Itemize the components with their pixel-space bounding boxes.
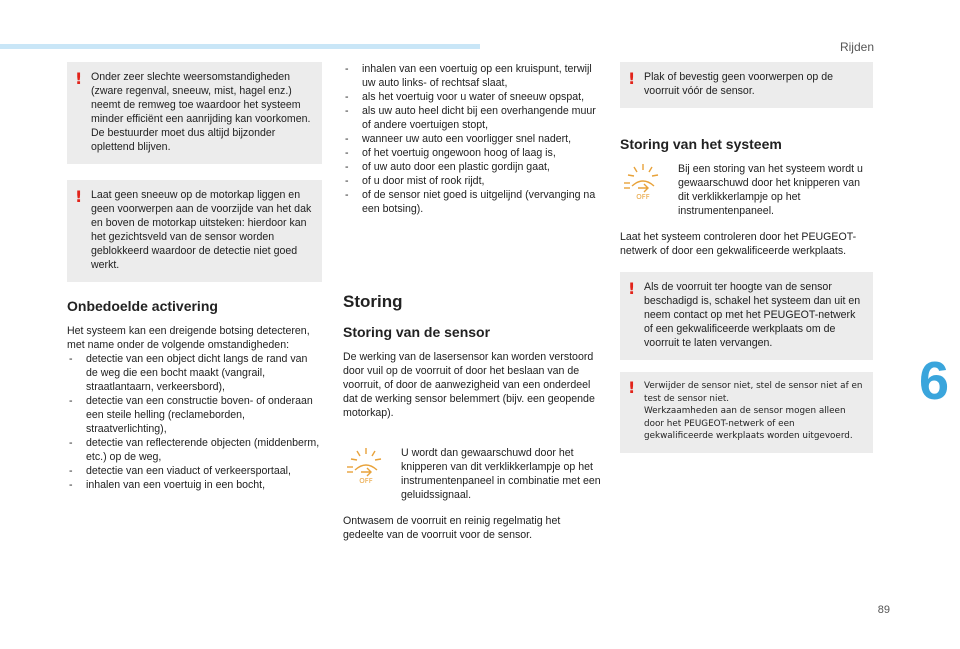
warning-note-snow <box>67 180 322 282</box>
list-item: - inhalen van een voertuig in een bocht, <box>67 478 322 492</box>
note-text: Plak of bevestig geen voorwerpen op de voorruit vóór de sensor. <box>644 71 834 97</box>
list-item: - detectie van een object dicht langs de rand van de weg die een bocht maakt (vangrail, straatlantaarn, verkeersbord), <box>67 352 322 394</box>
note-text: Werkzaamheden aan de sensor mogen alleen door het PEUGEOT-netwerk of een gekwalificeerde werkplaats worden uitgevoerd. <box>644 406 853 441</box>
warning-icon: ! <box>75 69 83 88</box>
note-text: Als de voorruit ter hoogte van de sensor beschadigd is, schakel het systeem dan uit en neem contact op met het PEUGEOT-netwerk of een gekwalificeerde werkplaats om de voorruit te laten vervangen. <box>644 281 861 349</box>
list-item: - detectie van een constructie boven- of onderaan een steile helling (reclameborden, straatverlichting), <box>67 394 322 436</box>
warning-icon: ! <box>75 187 83 206</box>
warning-lamp-row <box>620 162 873 218</box>
list-item: - of de sensor niet goed is uitgelijnd (vervanging na een botsing). <box>343 188 601 216</box>
header-bar <box>0 44 480 49</box>
list-item: - wanneer uw auto een voorligger snel nadert, <box>343 132 601 146</box>
warning-icon: ! <box>628 279 636 298</box>
page-number: 89 <box>877 604 890 616</box>
list-item: - detectie van reflecterende objecten (middenberm, etc.) op de weg, <box>67 436 322 464</box>
list-item: - als het voertuig voor u water of sneeuw opspat, <box>343 90 601 104</box>
heading-storing-sensor: Storing van de sensor <box>343 324 491 340</box>
list-item: - detectie van een viaduct of verkeersportaal, <box>67 464 322 478</box>
list-false-triggers <box>67 352 322 492</box>
collision-warning-off-icon <box>343 446 389 491</box>
warning-note-weather <box>67 62 322 164</box>
list-item: - of het voertuig ongewoon hoog of laag is, <box>343 146 601 160</box>
list-item: - als uw auto heel dicht bij een overhangende muur of andere voertuigen stopt, <box>343 104 601 132</box>
warning-icon: ! <box>628 378 636 397</box>
note-text: Laat geen sneeuw op de motorkap liggen en geen voorwerpen aan de voorzijde van het dak en boven de motorkap uitsteken: hierdoor kan het gezichtsveld van de sensor worden geblokkeerd waardoor de detectie niet goed werkt. <box>91 189 312 271</box>
warning-note-windscreen <box>620 62 873 108</box>
note-text: De bestuurder moet dus altijd bijzonder oplettend blijven. <box>91 127 276 153</box>
intro-text: Het systeem kan een dreigende botsing detecteren, met name onder de volgende omstandigheden: <box>67 325 310 351</box>
note-text: Onder zeer slechte weersomstandigheden (zware regenval, sneeuw, mist, hagel enz.) neemt de remweg toe waardoor het systeem minder efficiënt een aanrijding kan voorkomen. <box>91 71 311 125</box>
heading-storing-systeem: Storing van het systeem <box>620 136 782 152</box>
heading-storing: Storing <box>343 292 403 311</box>
warning-lamp-text: Bij een storing van het systeem wordt u gewaarschuwd door het knipperen van dit verklikkerlampje op het instrumentenpaneel. <box>678 163 863 217</box>
column-left <box>67 62 322 492</box>
paragraph-clean: Ontwasem de voorruit en reinig regelmatig het gedeelte van de voorruit voor de sensor. <box>343 515 561 541</box>
heading-onbedoelde-activering: Onbedoelde activering <box>67 298 218 314</box>
list-item: - of uw auto door een plastic gordijn gaat, <box>343 160 601 174</box>
warning-lamp-row <box>343 446 601 502</box>
svg-text:OFF: OFF <box>359 477 373 485</box>
list-false-triggers-cont <box>343 62 601 216</box>
warning-note-do-not-remove <box>620 372 873 453</box>
column-right <box>620 62 873 465</box>
warning-icon: ! <box>628 69 636 88</box>
chapter-number: 6 <box>908 345 960 417</box>
collision-warning-off-icon <box>620 162 666 207</box>
list-item: - of u door mist of rook rijdt, <box>343 174 601 188</box>
warning-note-damaged <box>620 272 873 360</box>
note-text: Verwijder de sensor niet, stel de sensor niet af en test de sensor niet. <box>644 381 863 404</box>
list-item: - inhalen van een voertuig op een kruispunt, terwijl uw auto links- of rechtsaf slaat, <box>343 62 601 90</box>
paragraph-check: Laat het systeem controleren door het PEUGEOT-netwerk of door een gekwalificeerde werkplaats. <box>620 231 857 257</box>
paragraph-sensor: De werking van de lasersensor kan worden verstoord door vuil op de voorruit of door het beslaan van de voorruit, of door de aanwezigheid van een onderdeel dat de werking sensor belemmert (bijv. een geopende motorkap). <box>343 351 595 419</box>
column-middle <box>343 62 601 542</box>
warning-lamp-text: U wordt dan gewaarschuwd door het knipperen van dit verklikkerlampje op het instrumentenpaneel in combinatie met een geluidssignaal. <box>401 447 601 501</box>
section-title: Rijden <box>839 40 874 54</box>
svg-text:OFF: OFF <box>636 193 650 201</box>
